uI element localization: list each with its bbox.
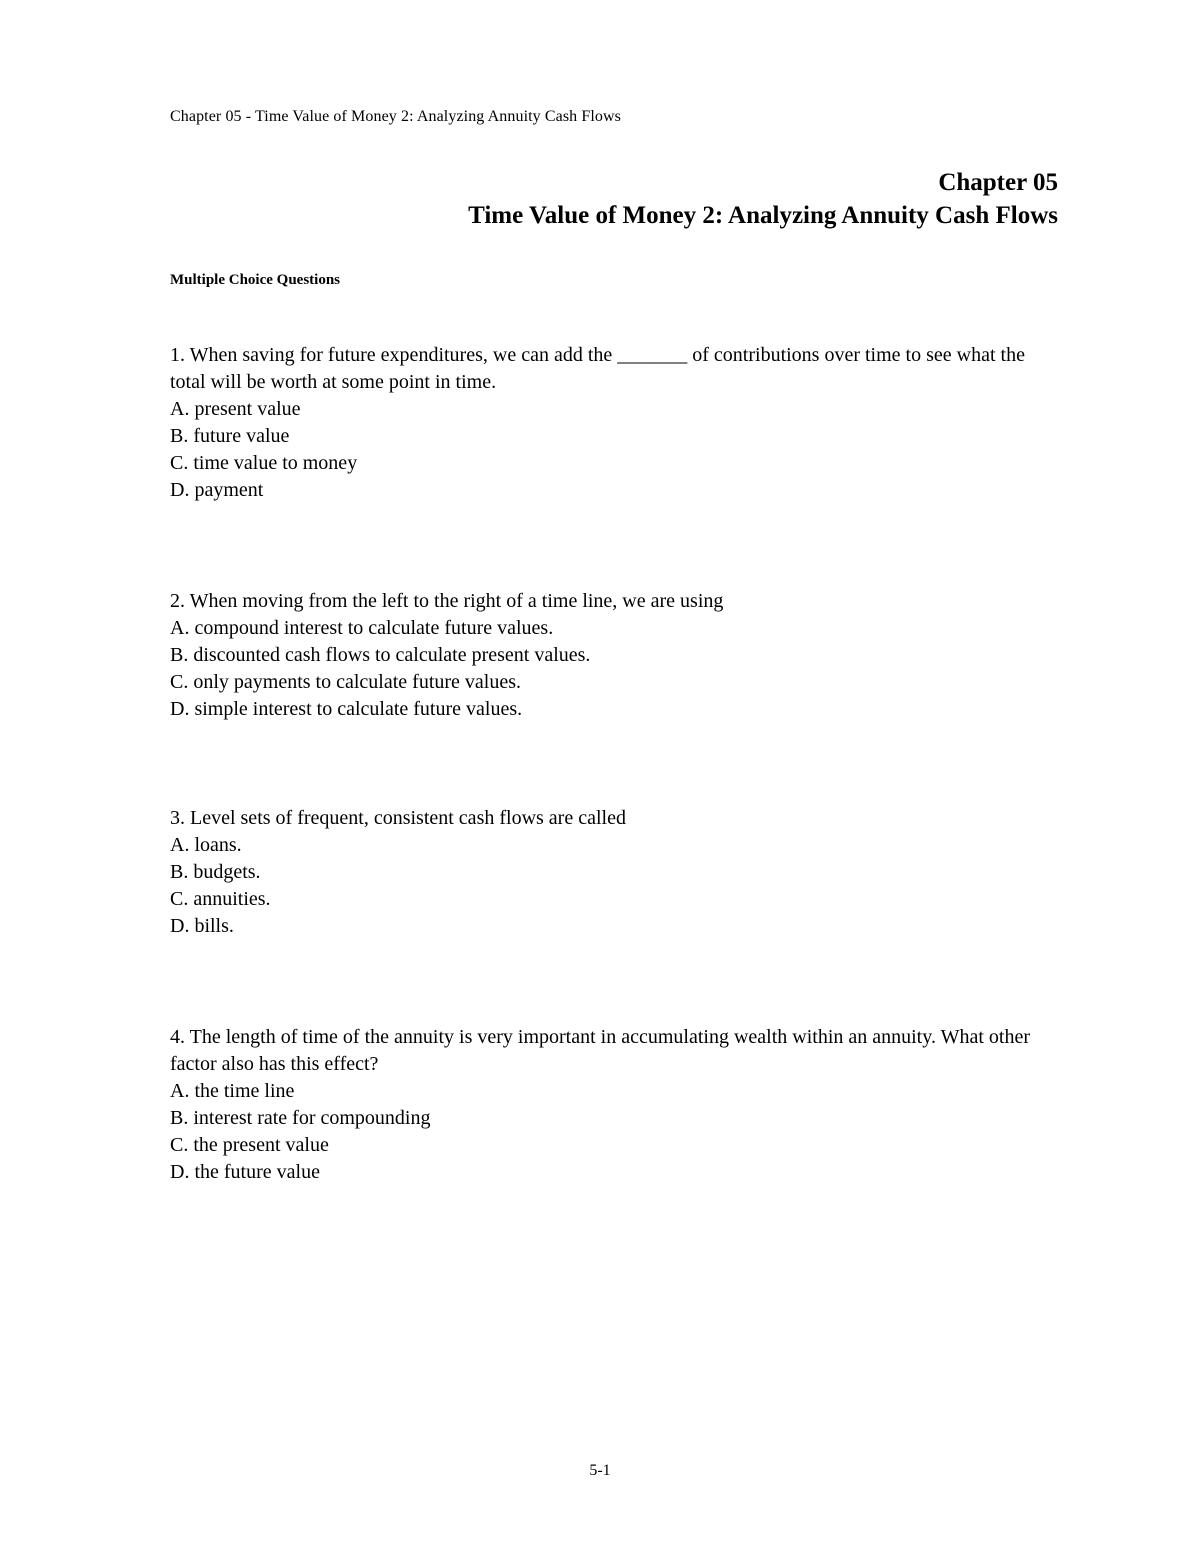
- option-d: D. the future value: [170, 1161, 320, 1183]
- option-b: B. interest rate for compounding: [170, 1107, 431, 1129]
- question-4: [170, 1024, 1050, 1186]
- option-d: D. bills.: [170, 915, 234, 937]
- option-a: A. loans.: [170, 834, 242, 856]
- option-a: A. compound interest to calculate future values.: [170, 617, 554, 639]
- question-stem: 3. Level sets of frequent, consistent cash flows are called: [170, 807, 626, 829]
- option-c: C. only payments to calculate future values.: [170, 671, 522, 693]
- question-1: [170, 342, 1050, 504]
- question-3: [170, 805, 1050, 940]
- section-heading: Multiple Choice Questions: [170, 272, 341, 288]
- option-a: A. the time line: [170, 1080, 295, 1102]
- chapter-name: Time Value of Money 2: Analyzing Annuity Cash Flows: [468, 202, 1058, 229]
- option-c: C. the present value: [170, 1134, 329, 1156]
- option-b: B. discounted cash flows to calculate present values.: [170, 644, 591, 666]
- option-d: D. payment: [170, 479, 264, 501]
- option-c: C. time value to money: [170, 452, 358, 474]
- question-stem: 2. When moving from the left to the right of a time line, we are using: [170, 590, 724, 612]
- chapter-title: [468, 166, 1058, 232]
- option-c: C. annuities.: [170, 888, 271, 910]
- option-b: B. budgets.: [170, 861, 261, 883]
- option-d: D. simple interest to calculate future values.: [170, 698, 523, 720]
- chapter-number: Chapter 05: [938, 169, 1058, 196]
- page-number: 5-1: [589, 1462, 611, 1479]
- option-a: A. present value: [170, 398, 301, 420]
- running-header: Chapter 05 - Time Value of Money 2: Analyzing Annuity Cash Flows: [170, 108, 621, 125]
- question-stem: 1. When saving for future expenditures, we can add the _______ of contributions over time to see what the total will be worth at some point in time.: [170, 344, 1025, 393]
- question-2: [170, 588, 1050, 723]
- option-b: B. future value: [170, 425, 290, 447]
- question-stem: 4. The length of time of the annuity is very important in accumulating wealth within an annuity. What other factor also has this effect?: [170, 1026, 1030, 1075]
